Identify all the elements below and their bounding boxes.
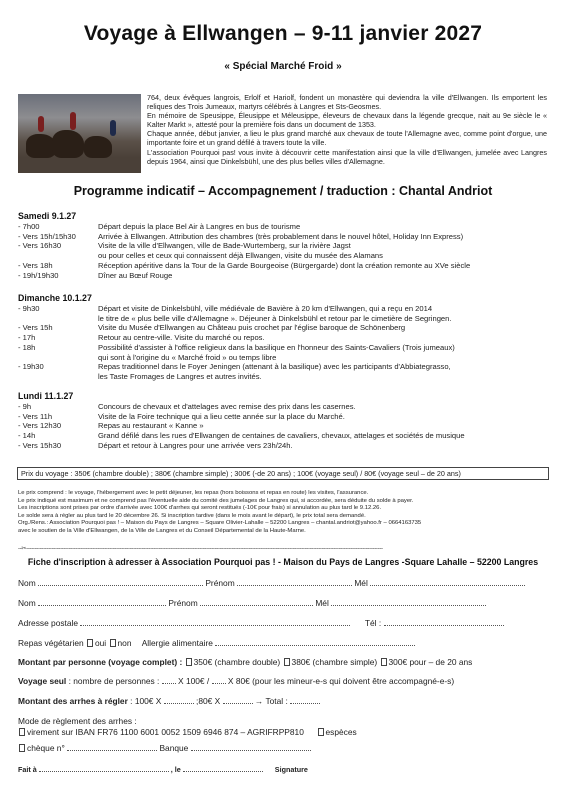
terms-line: Org./Rens.: Association Pourquoi pas ! – Maison du Pays de Langres – Square Olivier-Lahalle – 52200 Langres – chantal.andriot@yahoo.fr – 0664163735 bbox=[18, 520, 422, 527]
terms-line: Le prix indiqué est maximum et ne comprend pas l'éventuelle aide du comité des jumelages de Langres qui, si accordée, sera déduite du solde à payer. bbox=[18, 497, 414, 504]
schedule-row bbox=[18, 421, 548, 431]
tel-field[interactable] bbox=[384, 618, 504, 626]
intro-paragraph: L'association Pourquoi pas! vous invite à découvrir cette manifestation ainsi que la ville d'Ellwangen, jumelée avec Langres depuis 1964, ainsi que Dinkelsbühl, une des plus belles villes d'Allemagne. bbox=[147, 147, 547, 166]
day-heading-saturday: Samedi 9.1.27 bbox=[18, 211, 77, 221]
schedule-desc: Visite de la Foire technique qui a lieu cette année sur la place du Marché. bbox=[98, 411, 345, 421]
day-heading-monday: Lundi 11.1.27 bbox=[18, 391, 74, 401]
schedule-row bbox=[18, 412, 548, 422]
schedule-row bbox=[18, 261, 548, 271]
registrant-1-row bbox=[18, 578, 525, 588]
schedule-time: - 9h30 bbox=[18, 304, 40, 313]
nom-field-1[interactable] bbox=[38, 578, 203, 586]
schedule-time: - Vers 11h bbox=[18, 411, 53, 421]
intro-paragraph: Chaque année, début janvier, a lieu le plus grand marché aux chevaux de toute l'Allemagne avec, comme point d'orgue, une importante foire et un grand défilé à travers toute la ville. bbox=[147, 129, 547, 148]
opt-double-label: 350€ (chambre double) bbox=[193, 657, 281, 667]
schedule-row bbox=[18, 333, 548, 343]
schedule-row bbox=[18, 251, 548, 261]
nom-field-2[interactable] bbox=[38, 598, 166, 606]
signature-label: Signature bbox=[274, 765, 308, 774]
schedule-time: - 17h bbox=[18, 333, 36, 343]
date-field[interactable] bbox=[183, 764, 263, 772]
opt-simple-label: 380€ (chambre simple) bbox=[291, 657, 378, 667]
fait-a-label: Fait à bbox=[18, 765, 37, 774]
prenom-field-1[interactable] bbox=[237, 578, 352, 586]
cheque-checkbox[interactable] bbox=[19, 744, 25, 752]
schedule-time: - 18h bbox=[18, 342, 36, 352]
banque-field[interactable] bbox=[191, 743, 311, 751]
tel-label: Tél : bbox=[364, 618, 382, 628]
schedule-time bbox=[18, 353, 98, 363]
allergie-field[interactable] bbox=[215, 638, 415, 646]
meal-row bbox=[18, 638, 415, 648]
schedule-desc: Départ et visite de Dinkelsbühl, ville médiévale de Bavière à 20 km d'Ellwangen, qui a reçu en 2014 bbox=[98, 304, 433, 313]
schedule-row bbox=[18, 372, 548, 382]
schedule-time: - Vers 15h30 bbox=[18, 440, 62, 450]
schedule-time: - 19h30 bbox=[18, 362, 44, 372]
day-schedule-sunday bbox=[18, 304, 548, 382]
terms-line: Les inscriptions sont prises par ordre d'arrivée avec 100€ d'arrhes qui seront restitués (-10€ pour frais) si annulation au plus tard le 9.12.26. bbox=[18, 505, 382, 512]
horses-parade-photo bbox=[18, 94, 141, 173]
arrhes-total-field[interactable] bbox=[290, 696, 320, 704]
schedule-row bbox=[18, 362, 548, 372]
montant-label: Montant par personne (voyage complet) : bbox=[18, 657, 183, 667]
schedule-row bbox=[18, 402, 548, 412]
oui-checkbox[interactable] bbox=[87, 639, 93, 647]
opt-double-checkbox[interactable] bbox=[186, 658, 192, 666]
day-schedule-monday bbox=[18, 402, 548, 451]
voyage-seul-label: Voyage seul bbox=[18, 676, 67, 686]
oui-label: oui bbox=[94, 638, 107, 648]
schedule-desc: les Taste Fromages de Langres et autres invités. bbox=[98, 371, 262, 381]
page-title: Voyage à Ellwangen – 9-11 janvier 2027 bbox=[83, 22, 483, 45]
banque-label: Banque bbox=[159, 743, 189, 753]
schedule-desc: Concours de chevaux et d'attelages avec remise des prix dans les casernes. bbox=[98, 402, 356, 411]
arrhes-total-label: → Total : bbox=[254, 696, 288, 706]
schedule-row bbox=[18, 431, 548, 441]
schedule-desc: Réception apéritive dans la Tour de la Garde Bourgeoise (Bürgergarde) dont la création remonte au XVe siècle bbox=[98, 260, 471, 270]
schedule-row bbox=[18, 304, 548, 314]
schedule-desc: Arrivée à Ellwangen. Attribution des chambres (très probablement dans le nouvel hôtel, Holiday Inn Express) bbox=[98, 231, 464, 241]
amount-row bbox=[18, 657, 472, 667]
opt-youth-label: 300€ pour – de 20 ans bbox=[388, 657, 473, 667]
schedule-time: - 14h bbox=[18, 431, 36, 441]
cheque-label: chèque n° bbox=[27, 743, 65, 753]
schedule-time bbox=[18, 251, 98, 261]
deposit-row bbox=[18, 696, 320, 706]
le-label: , le bbox=[170, 765, 181, 774]
schedule-desc: Grand défilé dans les rues d'Ellwangen de centaines de cavaliers, chevaux, attelages et sociétés de musique bbox=[98, 431, 465, 441]
terms-text bbox=[18, 490, 548, 536]
schedule-time: - Vers 15h bbox=[18, 323, 53, 333]
schedule-row bbox=[18, 222, 548, 232]
schedule-desc: Retour au centre-ville. Visite du marché ou repos. bbox=[98, 333, 265, 343]
schedule-row bbox=[18, 353, 548, 363]
intro-paragraph: En mémoire de Speusippe, Éleusippe et Méleusippe, éleveurs de chevaux dans la légende grecque, nait au 9e siècle le « Kalter Markt », attesté pour la première fois dans un document de 1353. bbox=[147, 111, 547, 130]
schedule-desc: ou pour celles et ceux qui connaissent déjà Ellwangen, visite du musée des Alamans bbox=[98, 251, 383, 261]
arrhes-80-count[interactable] bbox=[223, 696, 253, 704]
prenom-field-2[interactable] bbox=[200, 598, 313, 606]
voyage-seul-text: : nombre de personnes : bbox=[68, 676, 160, 686]
schedule-row bbox=[18, 241, 548, 251]
adresse-label: Adresse postale bbox=[18, 618, 79, 628]
non-checkbox[interactable] bbox=[110, 639, 116, 647]
virement-label: virement sur IBAN FR76 1100 6001 0052 1509 6946 874 – AGRIFRPP810 bbox=[27, 727, 304, 737]
voyage-seul-80: X 80€ (pour les mineur-e-s qui doivent être accompagné-e-s) bbox=[227, 676, 455, 686]
day-schedule-saturday bbox=[18, 222, 548, 280]
schedule-time: - Vers 16h30 bbox=[18, 241, 62, 251]
schedule-desc: Visite de la ville d'Ellwangen, ville de Bade-Wurtemberg, sur la rivière Jagst bbox=[98, 241, 351, 251]
payment-mode-label: Mode de règlement des arrhes : bbox=[18, 716, 137, 726]
address-row bbox=[18, 618, 504, 628]
mel-label: Mél bbox=[354, 578, 368, 588]
schedule-desc: Dîner au Bœuf Rouge bbox=[98, 270, 173, 280]
voyage-seul-100: X 100€ / bbox=[178, 676, 210, 686]
schedule-time: - 9h bbox=[18, 402, 32, 411]
price-box: Prix du voyage : 350€ (chambre double) ; 380€ (chambre simple) ; 300€ (-de 20 ans) ; 100€ (voyage seul) / 80€ (voyage seul – de 20 ans) bbox=[17, 467, 549, 480]
schedule-time: - Vers 15h/15h30 bbox=[18, 231, 76, 241]
schedule-desc: Départ et retour à Langres pour une arrivée vers 23h/24h. bbox=[98, 440, 293, 450]
schedule-desc: Repas traditionnel dans le Foyer Jeningen (attenant à la basilique) avec les participants d'Abbiategrasso, bbox=[98, 362, 451, 372]
arrhes-label: Montant des arrhes à régler bbox=[18, 696, 128, 706]
terms-line: avec le soutien de la Ville d'Ellwangen, de la Ville de Langres et du Conseil Départemental de la Haute-Marne. bbox=[18, 527, 306, 534]
schedule-time: - 7h00 bbox=[18, 222, 40, 231]
voyage-seul-count-minor[interactable] bbox=[212, 676, 226, 684]
arrhes-80: ;80€ X bbox=[196, 696, 221, 706]
scissors-cut-line: --✂------------------------------------------------------------------------------------------------------------------------------------------------------------------------------------------------------------------ bbox=[18, 546, 383, 552]
cheque-number-field[interactable] bbox=[67, 743, 157, 751]
arrhes-100-count[interactable] bbox=[164, 696, 194, 704]
schedule-desc: Repas au restaurant « Kanne » bbox=[98, 421, 204, 431]
intro-paragraph: 764, deux évêques langrois, Erlolf et Hariolf, fondent un monastère qui deviendra la ville d'Ellwangen. Ils emportent les reliques des Trois Jumeaux, martyrs célébrés à Langres et Sts-Geosmes. bbox=[147, 93, 547, 112]
form-title: Fiche d'inscription à adresser à Association Pourquoi pas ! - Maison du Pays de Langres -Square Lahalle – 52200 Langres bbox=[27, 557, 539, 567]
signature-row bbox=[18, 764, 308, 774]
schedule-time: - Vers 12h30 bbox=[18, 421, 62, 431]
allergie-label: Allergie alimentaire bbox=[141, 638, 213, 648]
especes-label: espèces bbox=[325, 727, 357, 737]
virement-checkbox[interactable] bbox=[19, 728, 25, 736]
terms-line: Le prix comprend : le voyage, l'hébergement avec le petit déjeuner, les repas (hors boissons et repas en route) les visites, l'assurance. bbox=[18, 490, 369, 496]
nom-label: Nom bbox=[18, 578, 36, 588]
prenom-label: Prénom bbox=[205, 578, 235, 588]
registrant-2-row bbox=[18, 598, 486, 608]
day-heading-sunday: Dimanche 10.1.27 bbox=[18, 293, 92, 303]
schedule-desc: Départ depuis la place Bel Air à Langres en bus de tourisme bbox=[98, 222, 301, 231]
schedule-desc: qui sont à l'origine du « Marché froid » ou temps libre bbox=[98, 352, 277, 362]
adresse-field[interactable] bbox=[80, 618, 350, 626]
fait-a-field[interactable] bbox=[39, 764, 169, 772]
schedule-row bbox=[18, 441, 548, 451]
especes-checkbox[interactable] bbox=[318, 728, 324, 736]
schedule-row bbox=[18, 232, 548, 242]
voyage-seul-count-adult[interactable] bbox=[162, 676, 176, 684]
schedule-desc: Possibilité d'assister à l'office religieux dans la basilique en l'honneur des Saints-Cavaliers (Trois jumeaux) bbox=[98, 342, 455, 352]
schedule-time bbox=[18, 314, 98, 324]
schedule-time: - 19h/19h30 bbox=[18, 270, 59, 280]
prenom-label: Prénom bbox=[168, 598, 198, 608]
payment-transfer-row bbox=[18, 727, 357, 737]
schedule-row bbox=[18, 323, 548, 333]
nom-label: Nom bbox=[18, 598, 36, 608]
schedule-row bbox=[18, 314, 548, 324]
intro-text bbox=[147, 93, 547, 166]
opt-simple-checkbox[interactable] bbox=[284, 658, 290, 666]
mel-label: Mél bbox=[315, 598, 329, 608]
schedule-time bbox=[18, 372, 98, 382]
schedule-desc: le titre de « plus belle ville d'Allemagne ». Déjeuner à Dinkelsbühl et retour par le cimetière de Segringen. bbox=[98, 313, 452, 323]
mel-field-2[interactable] bbox=[331, 598, 486, 606]
opt-youth-checkbox[interactable] bbox=[381, 658, 387, 666]
payment-cheque-row bbox=[18, 743, 311, 753]
schedule-desc: Visite du Musée d'Ellwangen au Château puis crochet par l'église baroque de Schönenberg bbox=[98, 323, 406, 333]
page-subtitle: « Spécial Marché Froid » bbox=[224, 61, 342, 72]
schedule-row bbox=[18, 271, 548, 281]
terms-line: Le solde sera à régler au plus tard le 20 décembre 26. Si inscription tardive (dans le mois avant le départ), le prix total sera demandé. bbox=[18, 512, 366, 519]
repas-label: Repas végétarien bbox=[18, 638, 84, 648]
arrhes-100: : 100€ X bbox=[130, 696, 162, 706]
travel-only-row bbox=[18, 676, 454, 686]
schedule-row bbox=[18, 343, 548, 353]
mel-field-1[interactable] bbox=[370, 578, 525, 586]
program-heading: Programme indicatif – Accompagnement / traduction : Chantal Andriot bbox=[73, 184, 493, 198]
non-label: non bbox=[117, 638, 132, 648]
schedule-time: - Vers 18h bbox=[18, 260, 53, 270]
